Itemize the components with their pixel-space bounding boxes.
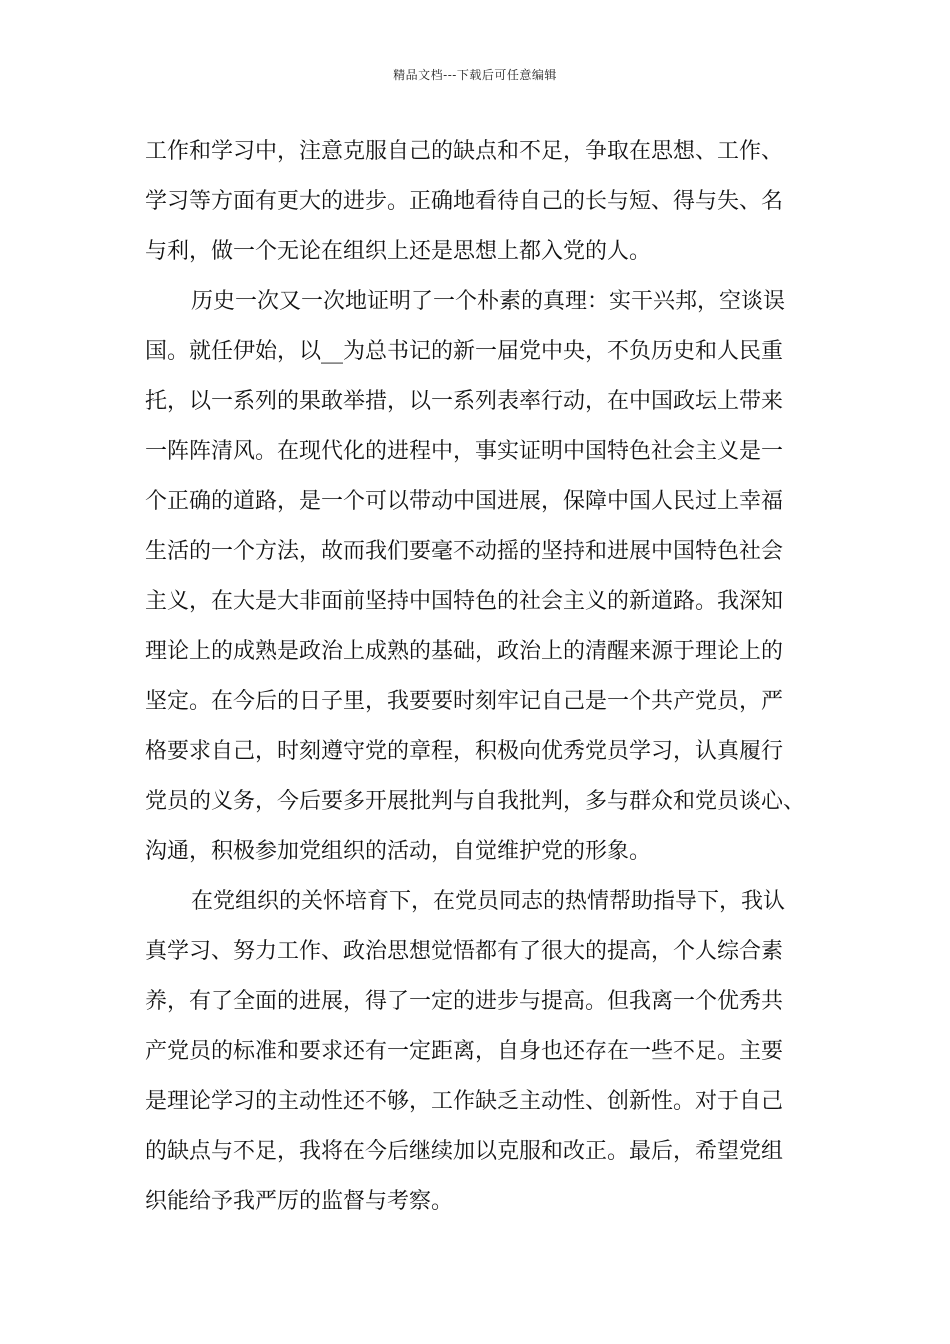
text-line: 托，以一系列的果敢举措，以一系列表率行动，在中国政坛上带来 — [145, 389, 784, 414]
text-line: 学习等方面有更大的进步。正确地看待自己的长与短、得与失、名 — [145, 189, 784, 214]
text-line: 坚定。在今后的日子里，我要要时刻牢记自己是一个共产党员，严 — [145, 689, 784, 714]
text-line: 生活的一个方法，故而我们要毫不动摇的坚持和进展中国特色社会 — [145, 539, 784, 564]
text-line: 是理论学习的主动性还不够，工作缺乏主动性、创新性。对于自己 — [145, 1089, 784, 1114]
text-line: 主义，在大是大非面前坚持中国特色的社会主义的新道路。我深知 — [145, 589, 784, 614]
text-line: 沟通，积极参加党组织的活动，自觉维护党的形象。 — [145, 839, 652, 864]
paragraph-1 — [145, 127, 845, 277]
text-line: 在党组织的关怀培育下，在党员同志的热情帮助指导下，我认 — [191, 889, 786, 914]
text-line: 产党员的标准和要求还有一定距离，自身也还存在一些不足。主要 — [145, 1039, 784, 1064]
paragraph-3 — [145, 877, 845, 1227]
text-line: 与利，做一个无论在组织上还是思想上都入党的人。 — [145, 239, 652, 264]
text-line: 历史一次又一次地证明了一个朴素的真理：实干兴邦，空谈误 — [191, 289, 786, 314]
text-line: 的缺点与不足，我将在今后继续加以克服和改正。最后，希望党组 — [145, 1139, 784, 1164]
text-line: 格要求自己，时刻遵守党的章程，积极向优秀党员学习，认真履行 — [145, 739, 784, 764]
text-line: 真学习、努力工作、政治思想觉悟都有了很大的提高，个人综合素 — [145, 939, 784, 964]
page-header: 精品文档---下载后可任意编辑 — [393, 68, 557, 82]
text-line: 个正确的道路，是一个可以带动中国进展，保障中国人民过上幸福 — [145, 489, 784, 514]
paragraph-2 — [145, 277, 845, 877]
text-line: 一阵阵清风。在现代化的进程中，事实证明中国特色社会主义是一 — [145, 439, 784, 464]
text-line: 国。就任伊始，以__为总书记的新一届党中央，不负历史和人民重 — [145, 339, 784, 364]
document-body — [145, 127, 845, 1227]
text-line: 党员的义务，今后要多开展批判与自我批判，多与群众和党员谈心、 — [145, 789, 806, 814]
text-line: 理论上的成熟是政治上成熟的基础，政治上的清醒来源于理论上的 — [145, 639, 784, 664]
text-line: 养，有了全面的进展，得了一定的进步与提高。但我离一个优秀共 — [145, 989, 784, 1014]
text-line: 工作和学习中，注意克服自己的缺点和不足，争取在思想、工作、 — [145, 139, 784, 164]
text-line: 织能给予我严厉的监督与考察。 — [145, 1189, 454, 1214]
